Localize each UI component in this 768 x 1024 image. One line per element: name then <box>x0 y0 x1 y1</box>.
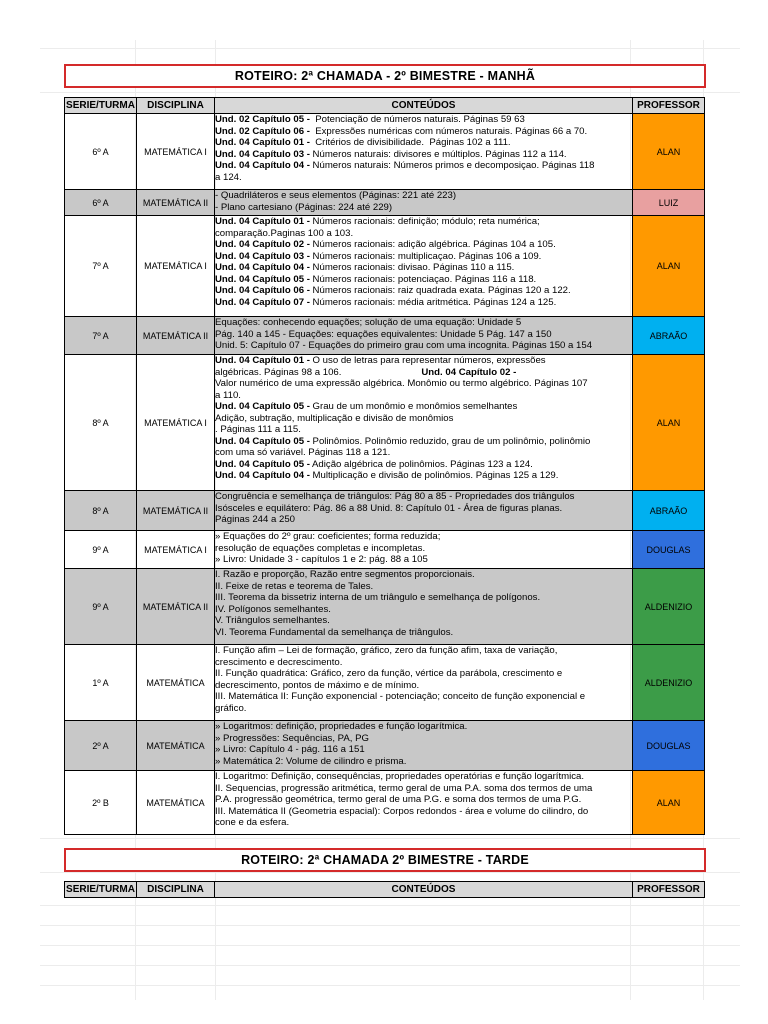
content-text: » Logaritmos: definição, propriedades e função logarítmica. <box>215 721 468 732</box>
professor-cell: ABRAÃO <box>633 317 705 355</box>
chapter-ref: Und. 04 Capítulo 05 - <box>215 273 310 285</box>
schedule-row <box>65 491 705 531</box>
gridline-horizontal <box>40 838 740 839</box>
content-line <box>215 262 632 274</box>
content-text: III. Matemática II (Geometria espacial): Corpos redondos - área e volume do cilindro, do <box>215 805 589 817</box>
content-text: III. Matemática II: Função exponencial - potenciação; conceito de função exponencial e <box>215 691 586 702</box>
chapter-ref: Und. 04 Capítulo 04 - <box>215 470 310 481</box>
content-line <box>215 470 632 482</box>
content-text: » Matemática 2: Volume de cilindro e prisma. <box>215 755 407 767</box>
header-professor: PROFESSOR <box>633 882 705 898</box>
content-text: comparação.Paginas 100 a 103. <box>215 227 354 239</box>
schedule-row <box>65 771 705 835</box>
content-line <box>215 794 632 806</box>
content-line <box>215 581 632 593</box>
gridline-horizontal <box>40 905 740 906</box>
content-text: a 110. <box>215 389 241 401</box>
content-text: Números racionais: multiplicaçao. Páginas 106 a 109. <box>309 250 542 262</box>
content-line <box>215 149 632 161</box>
content-line <box>215 355 632 367</box>
afternoon-header-row <box>65 882 705 898</box>
conteudos-cell <box>215 355 633 491</box>
conteudos-cell <box>215 645 633 721</box>
chapter-ref: Und. 04 Capítulo 05 - <box>215 401 310 412</box>
serie-turma-cell: 1º A <box>65 645 137 721</box>
content-text: » Livro: Unidade 3 - capítulos 1 e 2: pág. 88 a 105 <box>215 554 428 565</box>
content-text: Grau de um monômio e monômios semelhantes <box>309 401 518 412</box>
header-serie: SERIE/TURMA <box>65 882 137 898</box>
content-text: - Quadriláteros e seus elementos (Páginas: 221 até 223) <box>215 190 457 201</box>
content-line <box>215 390 632 402</box>
schedule-row <box>65 114 705 190</box>
conteudos-cell <box>215 771 633 835</box>
content-line <box>215 817 632 829</box>
content-line <box>215 317 632 329</box>
content-line <box>215 114 632 126</box>
content-text: - Plano cartesiano (Páginas: 224 até 229) <box>215 201 393 213</box>
content-line <box>215 413 632 425</box>
schedule-row <box>65 190 705 216</box>
conteudos-cell <box>215 721 633 771</box>
schedule-row <box>65 317 705 355</box>
content-line <box>215 340 632 352</box>
content-text: crescimento e decrescimento. <box>215 656 343 668</box>
disciplina-cell: MATEMÁTICA <box>137 645 215 721</box>
professor-cell: LUIZ <box>633 190 705 216</box>
disciplina-cell: MATEMÁTICA II <box>137 190 215 216</box>
content-text: IV. Polígonos semelhantes. <box>215 603 331 615</box>
content-line <box>215 744 632 756</box>
content-line <box>215 202 632 214</box>
content-text: III. Teorema da bissetriz interna de um triângulo e semelhança de polígonos. <box>215 592 541 603</box>
gridline-horizontal <box>40 48 740 49</box>
content-text: Páginas 244 a 250 <box>215 514 296 525</box>
content-text: a 124. <box>215 171 242 183</box>
content-text: algébricas. Páginas 98 a 106. <box>215 366 422 378</box>
schedule-row <box>65 569 705 645</box>
content-line <box>215 771 632 783</box>
content-line <box>215 251 632 263</box>
content-text: Pág. 140 a 145 - Equações: equações equivalentes: Unidade 5 Pág. 147 a 150 <box>215 328 552 340</box>
content-text: Números racionais: potenciaçao. Páginas 116 a 118. <box>309 273 537 285</box>
header-disciplina: DISCIPLINA <box>137 98 215 114</box>
content-line <box>215 531 632 543</box>
conteudos-cell <box>215 190 633 216</box>
content-text: Critérios de divisibilidade. Páginas 102 a 111. <box>309 137 511 148</box>
header-conteudos: CONTEÚDOS <box>215 98 633 114</box>
content-line <box>215 239 632 251</box>
content-text: Valor numérico de uma expressão algébrica. Monômio ou termo algébrico. Páginas 107 <box>215 378 588 389</box>
chapter-ref: Und. 04 Capítulo 05 - <box>215 458 310 470</box>
content-line <box>215 806 632 818</box>
conteudos-cell <box>215 114 633 190</box>
serie-turma-cell: 8º A <box>65 491 137 531</box>
disciplina-cell: MATEMÁTICA I <box>137 114 215 190</box>
chapter-ref: Und. 04 Capítulo 04 - <box>215 262 310 273</box>
morning-table <box>64 97 705 835</box>
content-text: Adição algébrica de polinômios. Páginas 123 a 124. <box>309 458 533 470</box>
disciplina-cell: MATEMÁTICA II <box>137 491 215 531</box>
content-text: P.A. progressão geométrica, termo geral de uma P.G. e soma dos termos de uma P.G. <box>215 794 582 805</box>
content-line <box>215 137 632 149</box>
content-line <box>215 604 632 616</box>
gridline-horizontal <box>40 985 740 986</box>
content-text: Multiplicação e divisão de polinômios. Páginas 125 a 129. <box>309 470 559 481</box>
content-line <box>215 329 632 341</box>
content-line <box>215 459 632 471</box>
content-text: I. Função afim – Lei de formação, gráfico, zero da função afim, taxa de variação, <box>215 645 558 656</box>
content-line <box>215 703 632 715</box>
content-line <box>215 721 632 733</box>
serie-turma-cell: 9º A <box>65 569 137 645</box>
content-text: resolução de equações completas e incompletas. <box>215 542 426 554</box>
content-line <box>215 367 632 379</box>
chapter-ref: Und. 04 Capítulo 07 - <box>215 296 310 308</box>
professor-cell: ABRAÃO <box>633 491 705 531</box>
content-line <box>215 569 632 581</box>
chapter-ref: Und. 04 Capítulo 04 - <box>215 160 310 171</box>
professor-cell: ALDENIZIO <box>633 569 705 645</box>
content-text: Números racionais: raiz quadrada exata. Páginas 120 a 122. <box>309 285 571 296</box>
content-text: Números racionais: adição algébrica. Páginas 104 a 105. <box>309 239 556 250</box>
content-line <box>215 216 632 228</box>
serie-turma-cell: 6º A <box>65 190 137 216</box>
afternoon-title-text: ROTEIRO: 2ª CHAMADA 2º BIMESTRE - TARDE <box>241 853 529 867</box>
content-text: Números racionais: média aritmética. Páginas 124 a 125. <box>309 296 557 308</box>
disciplina-cell: MATEMÁTICA <box>137 771 215 835</box>
disciplina-cell: MATEMÁTICA II <box>137 317 215 355</box>
content-text: I. Logaritmo: Definição, consequências, propriedades operatórias e função logarítmica. <box>215 771 585 782</box>
content-line <box>215 436 632 448</box>
content-line <box>215 172 632 184</box>
chapter-ref: Und. 04 Capítulo 02 - <box>421 366 517 378</box>
afternoon-table <box>64 881 705 898</box>
professor-cell: DOUGLAS <box>633 531 705 569</box>
content-text: II. Sequencias, progressão aritmética, termo geral de uma P.A. soma dos termos de uma <box>215 782 593 794</box>
morning-title <box>64 64 706 88</box>
content-line <box>215 756 632 768</box>
serie-turma-cell: 8º A <box>65 355 137 491</box>
disciplina-cell: MATEMÁTICA II <box>137 569 215 645</box>
disciplina-cell: MATEMÁTICA <box>137 721 215 771</box>
content-line <box>215 401 632 413</box>
content-text: Unid. 5: Capítulo 07 - Equações do primeiro grau com uma incognita. Páginas 150 a 154 <box>215 340 593 351</box>
content-line <box>215 543 632 555</box>
content-text: Expressões numéricas com números naturais. Páginas 66 a 70. <box>309 125 588 137</box>
content-text: Números racionais: definição; módulo; reta numérica; <box>309 216 540 227</box>
content-text: Números naturais: Números primos e decomposiçao. Páginas 118 <box>309 160 595 171</box>
gridline-horizontal <box>40 965 740 966</box>
chapter-ref: Und. 02 Capítulo 06 - <box>215 125 310 137</box>
content-text: Números naturais: divisores e múltiplos. Páginas 112 a 114. <box>309 148 567 160</box>
disciplina-cell: MATEMÁTICA I <box>137 216 215 317</box>
professor-cell: DOUGLAS <box>633 721 705 771</box>
content-text: Potenciação de números naturais. Páginas 59 63 <box>309 114 525 125</box>
serie-turma-cell: 2º A <box>65 721 137 771</box>
professor-cell: ALDENIZIO <box>633 645 705 721</box>
schedule-row <box>65 531 705 569</box>
conteudos-cell <box>215 491 633 531</box>
chapter-ref: Und. 04 Capítulo 02 - <box>215 239 310 250</box>
content-line <box>215 645 632 657</box>
schedule-row <box>65 721 705 771</box>
content-line <box>215 297 632 309</box>
schedule-row <box>65 645 705 721</box>
schedule-row <box>65 355 705 491</box>
content-text: II. Função quadrática: Gráfico, zero da função, vértice da parábola, crescimento e <box>215 668 563 679</box>
gridline-horizontal <box>40 945 740 946</box>
content-line <box>215 126 632 138</box>
conteudos-cell <box>215 216 633 317</box>
content-line <box>215 592 632 604</box>
content-line <box>215 554 632 566</box>
content-text: com uma só variável. Páginas 118 a 121. <box>215 447 391 458</box>
serie-turma-cell: 7º A <box>65 317 137 355</box>
content-text: Isósceles e equilátero: Pág. 86 a 88 Unid. 8: Capítulo 01 - Área de figuras planas. <box>215 502 563 514</box>
content-line <box>215 190 632 202</box>
content-text: Adição, subtração, multiplicação e divisão de monômios <box>215 412 454 424</box>
content-line <box>215 378 632 390</box>
content-text: Números racionais: divisao. Páginas 110 a 115. <box>309 262 515 273</box>
professor-cell: ALAN <box>633 114 705 190</box>
content-line <box>215 503 632 515</box>
content-line <box>215 733 632 745</box>
disciplina-cell: MATEMÁTICA I <box>137 531 215 569</box>
content-text: Equações: conhecendo equações; solução de uma equação: Unidade 5 <box>215 317 522 328</box>
afternoon-title <box>64 848 706 872</box>
content-line <box>215 668 632 680</box>
chapter-ref: Und. 04 Capítulo 03 - <box>215 250 310 262</box>
content-line <box>215 285 632 297</box>
content-text: Congruência e semelhança de triângulos: Pág 80 a 85 - Propriedades dos triângulos <box>215 491 575 502</box>
chapter-ref: Und. 04 Capítulo 01 - <box>215 355 310 366</box>
gridline-horizontal <box>40 872 740 873</box>
content-text: I. Razão e proporção, Razão entre segmentos proporcionais. <box>215 569 475 580</box>
serie-turma-cell: 2º B <box>65 771 137 835</box>
morning-title-text: ROTEIRO: 2ª CHAMADA - 2º BIMESTRE - MANHÃ <box>234 69 536 83</box>
content-text: V. Triângulos semelhantes. <box>215 615 330 626</box>
content-text: O uso de letras para representar números, expressões <box>309 355 546 366</box>
content-line <box>215 627 632 639</box>
content-text: » Equações do 2º grau: coeficientes; forma reduzida; <box>215 531 441 542</box>
gridline-horizontal <box>40 925 740 926</box>
disciplina-cell: MATEMÁTICA I <box>137 355 215 491</box>
header-disciplina: DISCIPLINA <box>137 882 215 898</box>
professor-cell: ALAN <box>633 355 705 491</box>
chapter-ref: Und. 02 Capítulo 05 - <box>215 114 310 125</box>
conteudos-cell <box>215 317 633 355</box>
chapter-ref: Und. 04 Capítulo 01 - <box>215 137 310 148</box>
content-line <box>215 615 632 627</box>
conteudos-cell <box>215 569 633 645</box>
schedule-row <box>65 216 705 317</box>
chapter-ref: Und. 04 Capítulo 01 - <box>215 216 310 227</box>
content-text: » Progressões: Sequências, PA, PG <box>215 732 369 744</box>
content-line <box>215 783 632 795</box>
chapter-ref: Und. 04 Capítulo 05 - <box>215 435 310 447</box>
content-line <box>215 491 632 503</box>
professor-cell: ALAN <box>633 771 705 835</box>
content-line <box>215 160 632 172</box>
content-line <box>215 514 632 526</box>
content-line <box>215 657 632 669</box>
content-line <box>215 228 632 240</box>
content-line <box>215 274 632 286</box>
content-text: cone e da esfera. <box>215 817 290 828</box>
content-line <box>215 680 632 692</box>
content-text: decrescimento, pontos de máximo e de mínimo. <box>215 679 420 691</box>
morning-header-row <box>65 98 705 114</box>
content-text: VI. Teorema Fundamental da semelhança de triângulos. <box>215 626 454 638</box>
header-conteudos: CONTEÚDOS <box>215 882 633 898</box>
header-professor: PROFESSOR <box>633 98 705 114</box>
morning-table-body <box>65 114 705 835</box>
serie-turma-cell: 9º A <box>65 531 137 569</box>
content-line <box>215 691 632 703</box>
serie-turma-cell: 6º A <box>65 114 137 190</box>
content-line <box>215 424 632 436</box>
serie-turma-cell: 7º A <box>65 216 137 317</box>
content-text: . Páginas 111 a 115. <box>215 424 301 435</box>
gridline-horizontal <box>40 92 740 93</box>
content-text: Polinômios. Polinômio reduzido, grau de um polinômio, polinômio <box>309 435 591 447</box>
conteudos-cell <box>215 531 633 569</box>
content-line <box>215 447 632 459</box>
content-text: » Livro: Capítulo 4 - pág. 116 a 151 <box>215 744 365 755</box>
content-text: II. Feixe de retas e teorema de Tales. <box>215 580 374 592</box>
header-serie: SERIE/TURMA <box>65 98 137 114</box>
content-text: gráfico. <box>215 702 247 714</box>
professor-cell: ALAN <box>633 216 705 317</box>
chapter-ref: Und. 04 Capítulo 06 - <box>215 285 310 296</box>
chapter-ref: Und. 04 Capítulo 03 - <box>215 148 310 160</box>
